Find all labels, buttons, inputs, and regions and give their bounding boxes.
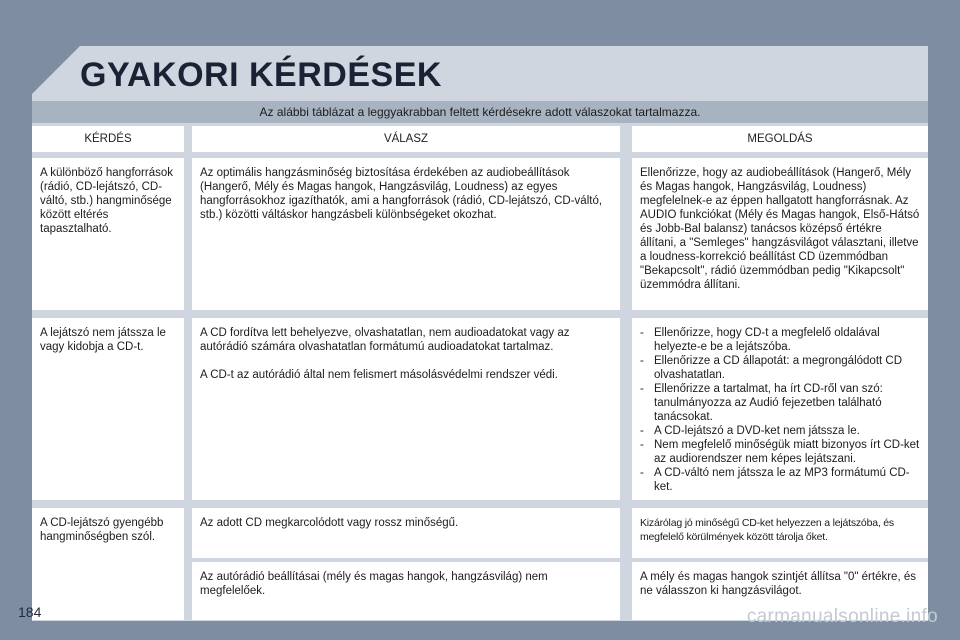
row2-answer-para2: A CD-t az autórádió által nem felismert másolásvédelmi rendszer védi. [200, 369, 558, 381]
row3-solution-b: A mély és magas hangok szintjét állítsa "0" értékre, és ne válasszon ki hangzásvilágot. [632, 562, 928, 620]
row1-answer: Az optimális hangzásminőség biztosítása érdekében az audiobeállítások (Hangerő, Mély és Magas hangok, Hangzásvilág, Loudness) az egyes hangforrásokhoz igazíthatók, ami a hangforrások (rádió, CD-lejátszó, CD-váltó, stb.) közötti váltáskor hangzásbeli különbségeket okozhat. [192, 158, 620, 310]
page-number: 184 [18, 604, 42, 620]
row1-solution: Ellenőrizze, hogy az audiobeállítások (Hangerő, Mély és Magas hangok, Hangzásvilág, Loudness) megfelelnek-e az éppen hallgatott hangforrásnak. Az AUDIO funkciókat (Mély és Magas hangok, Első-Hátsó és Jobb-Bal balansz) tanácsos középső értékre állítani, a "Semleges" hangzásvilágot választani, illetve a loudness-korrekció beállítást CD üzemmódban "Bekapcsolt", rádió üzemmódban pedig "Kikapcsolt" üzemmódra állítani. [632, 158, 928, 310]
list-item: - Ellenőrizze a CD állapotát: a megrongálódott CD olvashatatlan. [640, 354, 920, 382]
row3-answer-a: Az adott CD megkarcolódott vagy rossz minőségű. [192, 508, 620, 558]
row2-solution-list [640, 326, 920, 494]
row3-answer-b: Az autórádió beállításai (mély és magas hangok, hangzásvilág) nem megfelelőek. [192, 562, 620, 620]
table-intro: Az alábbi táblázat a leggyakrabban feltett kérdésekre adott válaszokat tartalmazza. [32, 101, 928, 123]
row2-answer-para1: A CD fordítva lett behelyezve, olvashatatlan, nem audioadatokat vagy az autórádió számára olvashatatlan formátumú audioadatokat tartalmaz. [200, 327, 570, 353]
row3-question: A CD-lejátszó gyengébb hangminőségben szól. [32, 508, 184, 620]
row2-answer [192, 318, 620, 500]
list-item: - A CD-váltó nem játssza le az MP3 formátumú CD-ket. [640, 466, 920, 494]
header-solution: MEGOLDÁS [632, 126, 928, 152]
header-question: KÉRDÉS [32, 126, 184, 152]
row2-solution [632, 318, 928, 500]
list-item: - A CD-lejátszó a DVD-ket nem játssza le. [640, 424, 920, 438]
list-item: - Nem megfelelő minőségük miatt bizonyos írt CD-ket az audiorendszer nem képes lejátszani. [640, 438, 920, 466]
list-item: - Ellenőrizze, hogy CD-t a megfelelő oldalával helyezte-e be a lejátszóba. [640, 326, 920, 354]
header-answer: VÁLASZ [192, 126, 620, 152]
row3-solution-a: Kizárólag jó minőségű CD-ket helyezzen a lejátszóba, és megfelelő körülmények között tárolja őket. [632, 508, 928, 558]
watermark: carmanualsonline.info [746, 606, 938, 627]
list-item: - Ellenőrizze a tartalmat, ha írt CD-ről van szó: tanulmányozza az Audió fejezetben található tanácsokat. [640, 382, 920, 424]
row2-question: A lejátszó nem játssza le vagy kidobja a CD-t. [32, 318, 184, 500]
row1-question: A különböző hangforrások (rádió, CD-lejátszó, CD-váltó, stb.) hangminősége között eltérés tapasztalható. [32, 158, 184, 310]
page-title: GYAKORI KÉRDÉSEK [80, 56, 442, 94]
